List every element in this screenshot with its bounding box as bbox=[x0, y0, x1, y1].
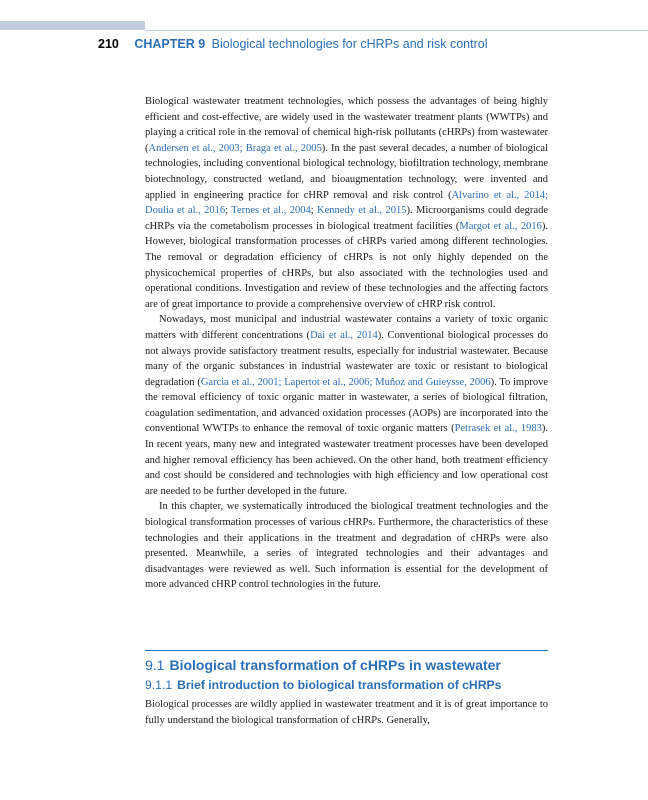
citation-link[interactable]: Ternes et al., 2004 bbox=[231, 205, 311, 217]
citation-link[interactable]: Petrasek et al., 1983 bbox=[454, 423, 542, 435]
citation-link[interactable]: Kennedy et al., 2015 bbox=[317, 205, 407, 217]
header-color-bar bbox=[0, 21, 145, 30]
section-heading bbox=[145, 656, 501, 674]
text-run: Biological wastewater treatment technologies, which possess the advantages of being highly efficient and cost-effective, are widely used in the wastewater treatment plants (WWTPs) and playing a critical role in the removal of chemical high-risk pollutants (cHRPs) from wastewater ( bbox=[145, 96, 548, 154]
running-header bbox=[98, 36, 488, 52]
text-run: ). In the past several decades, a number of biological technologies, including conventional biological technology, biofiltration technology, membrane biotechnology, constructed wetland, and bioaugmentation technology, were invented and applied in engineering practice for cHRP removal and risk control ( bbox=[145, 142, 548, 201]
subsection-title: Brief introduction to biological transformation of cHRPs bbox=[177, 678, 502, 692]
paragraph-3 bbox=[145, 499, 548, 593]
page-number: 210 bbox=[98, 37, 119, 51]
chapter-label: CHAPTER 9 bbox=[134, 37, 206, 51]
text-run: ). Microorganisms could degrade cHRPs via the cometabolism processes in biological treatment facilities ( bbox=[145, 205, 549, 232]
text-run: ). However, biological transformation processes of cHRPs varied among different technologies. The removal or degradation efficiency of cHRPs is not only highly depended on the physicochemical properties of cHRPs, but also associated with the technologies used and operational conditions. Investigation and review of these technologies and the affecting factors are of great importance to provide a comprehensive overview of cHRP risk control. bbox=[145, 220, 548, 310]
section-rule bbox=[145, 650, 548, 651]
chapter-title: Biological technologies for cHRPs and risk control bbox=[211, 37, 488, 51]
section-body bbox=[145, 697, 548, 728]
text-run: In this chapter, we systematically introduced the biological treatment technologies and the biological transformation processes of various cHRPs. Furthermore, the characteristics of these technologies and their applications in the treatment and degradation of cHRPs were also presented. Meanwhile, a series of integrated technologies and their advantages and disadvantages were reviewed as well. Such information is essential for the development of more advanced cHRP control technologies in the future. bbox=[145, 501, 548, 591]
citation-link[interactable]: Andersen et al., 2003; Braga et al., 2005 bbox=[148, 142, 322, 154]
paragraph-1 bbox=[145, 94, 548, 312]
subsection-heading bbox=[145, 677, 501, 693]
citation-link[interactable]: Garcia et al., 2001; Lapertot et al., 2006; Muñoz and Guieysse, 2006 bbox=[200, 376, 491, 388]
text-run: ; bbox=[310, 205, 318, 217]
text-run: ; bbox=[225, 205, 232, 217]
text-run: Nowadays, most municipal and industrial wastewater contains a variety of toxic organic matters with different concentrations ( bbox=[145, 314, 548, 341]
paragraph-2 bbox=[145, 312, 548, 499]
subsection-number: 9.1.1 bbox=[145, 678, 173, 692]
text-run: ). To improve the removal efficiency of toxic organic matter in wastewater, a series of biological filtration, coagulation sedimentation, and advanced oxidation processes (AOPs) are incorporated into the conventional WWTPs to enhance the removal of toxic organic matters ( bbox=[145, 376, 548, 435]
citation-link[interactable]: Margot et al., 2016 bbox=[459, 220, 542, 232]
section-number: 9.1 bbox=[145, 657, 165, 673]
section-paragraph: Biological processes are wildly applied in wastewater treatment and it is of great importance to fully understand the biological transformation of cHRPs. Generally, bbox=[145, 699, 548, 726]
section-title: Biological transformation of cHRPs in wastewater bbox=[169, 657, 501, 673]
intro-body bbox=[145, 94, 548, 593]
text-run: ). In recent years, many new and integrated wastewater treatment processes have been developed and higher removal efficiency has been achieved. On the other hand, both treatment efficiency and cost should be considered and technologies with high efficiency and low operational cost are needed to be further developed in the future. bbox=[145, 423, 548, 497]
header-rule bbox=[145, 30, 648, 31]
citation-link[interactable]: Dai et al., 2014 bbox=[310, 329, 378, 341]
citation-link[interactable]: Alvarino et al., 2014; Doulia et al., 2016 bbox=[145, 189, 548, 217]
text-run: ). Conventional biological processes do not always provide satisfactory treatment results, especially for industrial wastewater. Because many of the organic substances in industrial wastewater are toxic or resistant to biological degradation ( bbox=[145, 329, 548, 388]
